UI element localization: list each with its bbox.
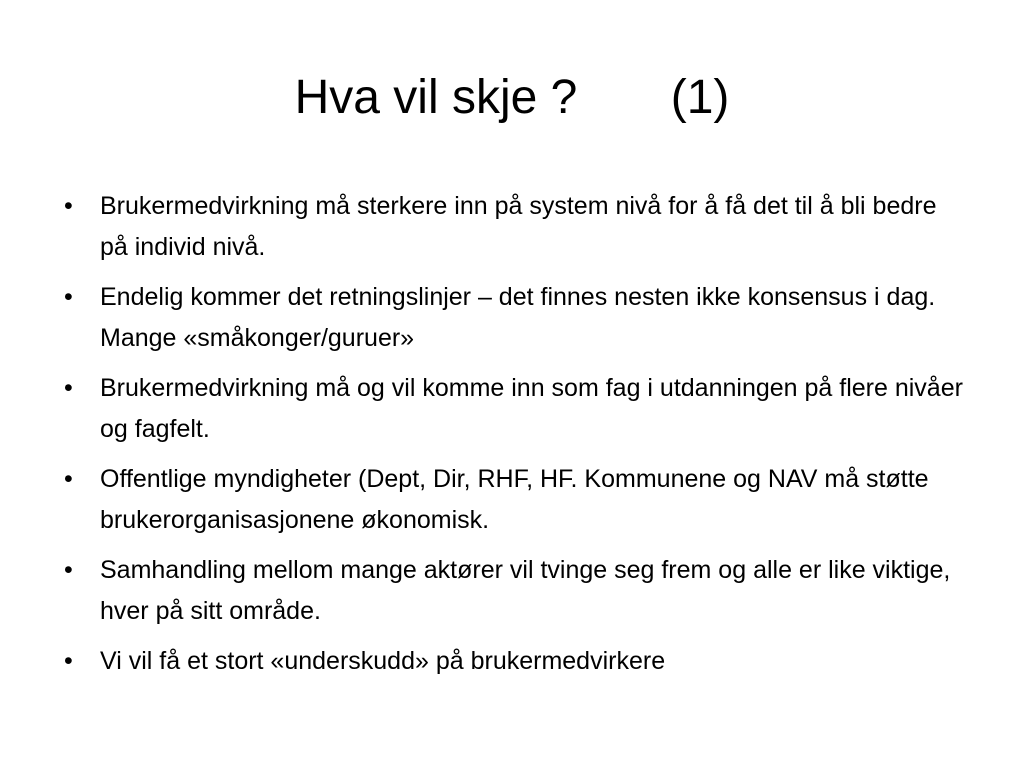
bullet-dot-icon: •: [64, 192, 73, 220]
bullet-dot-icon: •: [64, 374, 73, 402]
bullet-item: [58, 641, 968, 682]
bullet-dot-icon: •: [64, 283, 73, 311]
slide-title: Hva vil skje ? (1): [294, 71, 730, 124]
bullet-item: [58, 368, 968, 450]
bullet-text: Brukermedvirkning må og vil komme inn som fag i utdanningen på flere nivåer og fagfelt.: [100, 374, 963, 443]
bullet-item: [58, 186, 968, 268]
bullet-text: Endelig kommer det retningslinjer – det finnes nesten ikke konsensus i dag. Mange «småkonger/guruer»: [100, 283, 936, 352]
bullet-dot-icon: •: [64, 556, 73, 584]
bullet-item: [58, 459, 968, 541]
bullet-dot-icon: •: [64, 647, 73, 675]
bullet-text: Offentlige myndigheter (Dept, Dir, RHF, HF. Kommunene og NAV må støtte brukerorganisasjonene økonomisk.: [100, 465, 929, 534]
bullet-list: [58, 186, 968, 691]
bullet-item: [58, 277, 968, 359]
bullet-text: Vi vil få et stort «underskudd» på brukermedvirkere: [100, 647, 666, 675]
bullet-item: [58, 550, 968, 632]
bullet-text: Samhandling mellom mange aktører vil tvinge seg frem og alle er like viktige, hver på sitt område.: [100, 556, 951, 625]
bullet-dot-icon: •: [64, 465, 73, 493]
bullet-text: Brukermedvirkning må sterkere inn på system nivå for å få det til å bli bedre på individ nivå.: [100, 192, 937, 261]
